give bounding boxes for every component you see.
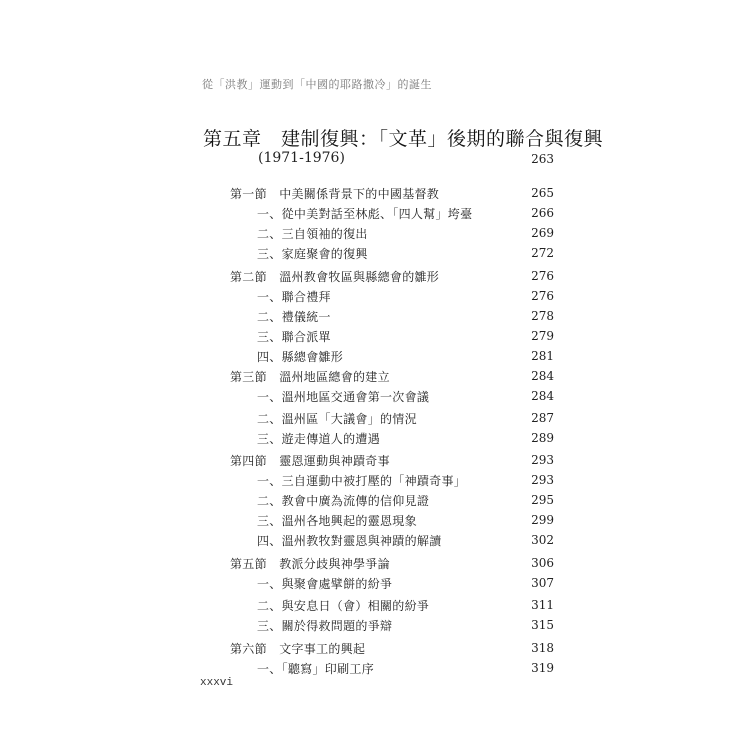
toc-section-title: 第一節 中美關係背景下的中國基督教: [230, 187, 440, 201]
toc-subsection-title: 二、三自領袖的復出: [257, 227, 368, 241]
toc-page-number: 278: [531, 309, 554, 323]
toc-page-number: 276: [531, 289, 554, 303]
toc-page-number: 299: [531, 513, 554, 527]
toc-page-number: 295: [531, 493, 554, 507]
chapter-title: 第五章 建制復興：「文革」後期的聯合與復興: [203, 128, 604, 150]
toc-subsection-title: 一、三自運動中被打壓的「神蹟奇事」: [257, 474, 467, 488]
toc-subsection-title: 一、從中美對話至林彪、「四人幫」垮臺: [257, 207, 473, 221]
toc-page-number: 315: [531, 618, 554, 632]
toc-subsection-title: 三、遊走傳道人的遭遇: [257, 432, 381, 446]
toc-page-number: 311: [531, 598, 554, 612]
toc-page-number: 318: [531, 641, 554, 655]
toc-section-title: 第三節 溫州地區總會的建立: [230, 370, 390, 384]
toc-page-number: 284: [531, 389, 554, 403]
toc-page-number: 276: [531, 269, 554, 283]
toc-page-number: 279: [531, 329, 554, 343]
toc-page-number: 281: [531, 349, 554, 363]
chapter-page-number: 263: [531, 152, 554, 166]
toc-subsection-title: 一、溫州地區交通會第一次會議: [257, 390, 430, 404]
toc-section-title: 第五節 教派分歧與神學爭論: [230, 557, 390, 571]
toc-subsection-title: 三、家庭聚會的復興: [257, 247, 368, 261]
toc-page-number: 289: [531, 431, 554, 445]
toc-page-number: 284: [531, 369, 554, 383]
toc-page-number: 269: [531, 226, 554, 240]
running-header: 從「洪教」運動到「中國的耶路撒冷」的誕生: [202, 78, 432, 91]
toc-subsection-title: 四、縣總會雛形: [257, 350, 344, 364]
toc-section-title: 第二節 溫州教會牧區與縣總會的雛形: [230, 270, 440, 284]
toc-page-number: 293: [531, 453, 554, 467]
toc-subsection-title: 三、溫州各地興起的靈恩現象: [257, 514, 417, 528]
toc-section-title: 第六節 文字事工的興起: [230, 642, 366, 656]
toc-page-number: 266: [531, 206, 554, 220]
toc-subsection-title: 三、關於得救問題的爭辯: [257, 619, 393, 633]
chapter-years: (1971-1976): [258, 150, 345, 166]
toc-page-number: 265: [531, 186, 554, 200]
toc-subsection-title: 四、溫州教牧對靈恩與神蹟的解讀: [257, 534, 442, 548]
toc-subsection-title: 一、聯合禮拜: [257, 290, 331, 304]
toc-subsection-title: 二、溫州區「大議會」的情況: [257, 412, 417, 426]
toc-subsection-title: 三、聯合派單: [257, 330, 331, 344]
toc-section-title: 第四節 靈恩運動與神蹟奇事: [230, 454, 390, 468]
toc-page-number: 287: [531, 411, 554, 425]
toc-subsection-title: 一、「聽寫」印刷工序: [257, 662, 375, 676]
toc-subsection-title: 一、與聚會處擘餅的紛爭: [257, 577, 393, 591]
toc-subsection-title: 二、教會中廣為流傳的信仰見證: [257, 494, 430, 508]
toc-page-number: 302: [531, 533, 554, 547]
toc-page-number: 272: [531, 246, 554, 260]
toc-page-number: 306: [531, 556, 554, 570]
toc-subsection-title: 二、禮儀統一: [257, 310, 331, 324]
toc-page-number: 293: [531, 473, 554, 487]
page-numeral: xxxvi: [200, 677, 234, 689]
toc-page-number: 307: [531, 576, 554, 590]
toc-subsection-title: 二、與安息日（會）相關的紛爭: [257, 599, 430, 613]
toc-page-number: 319: [531, 661, 554, 675]
